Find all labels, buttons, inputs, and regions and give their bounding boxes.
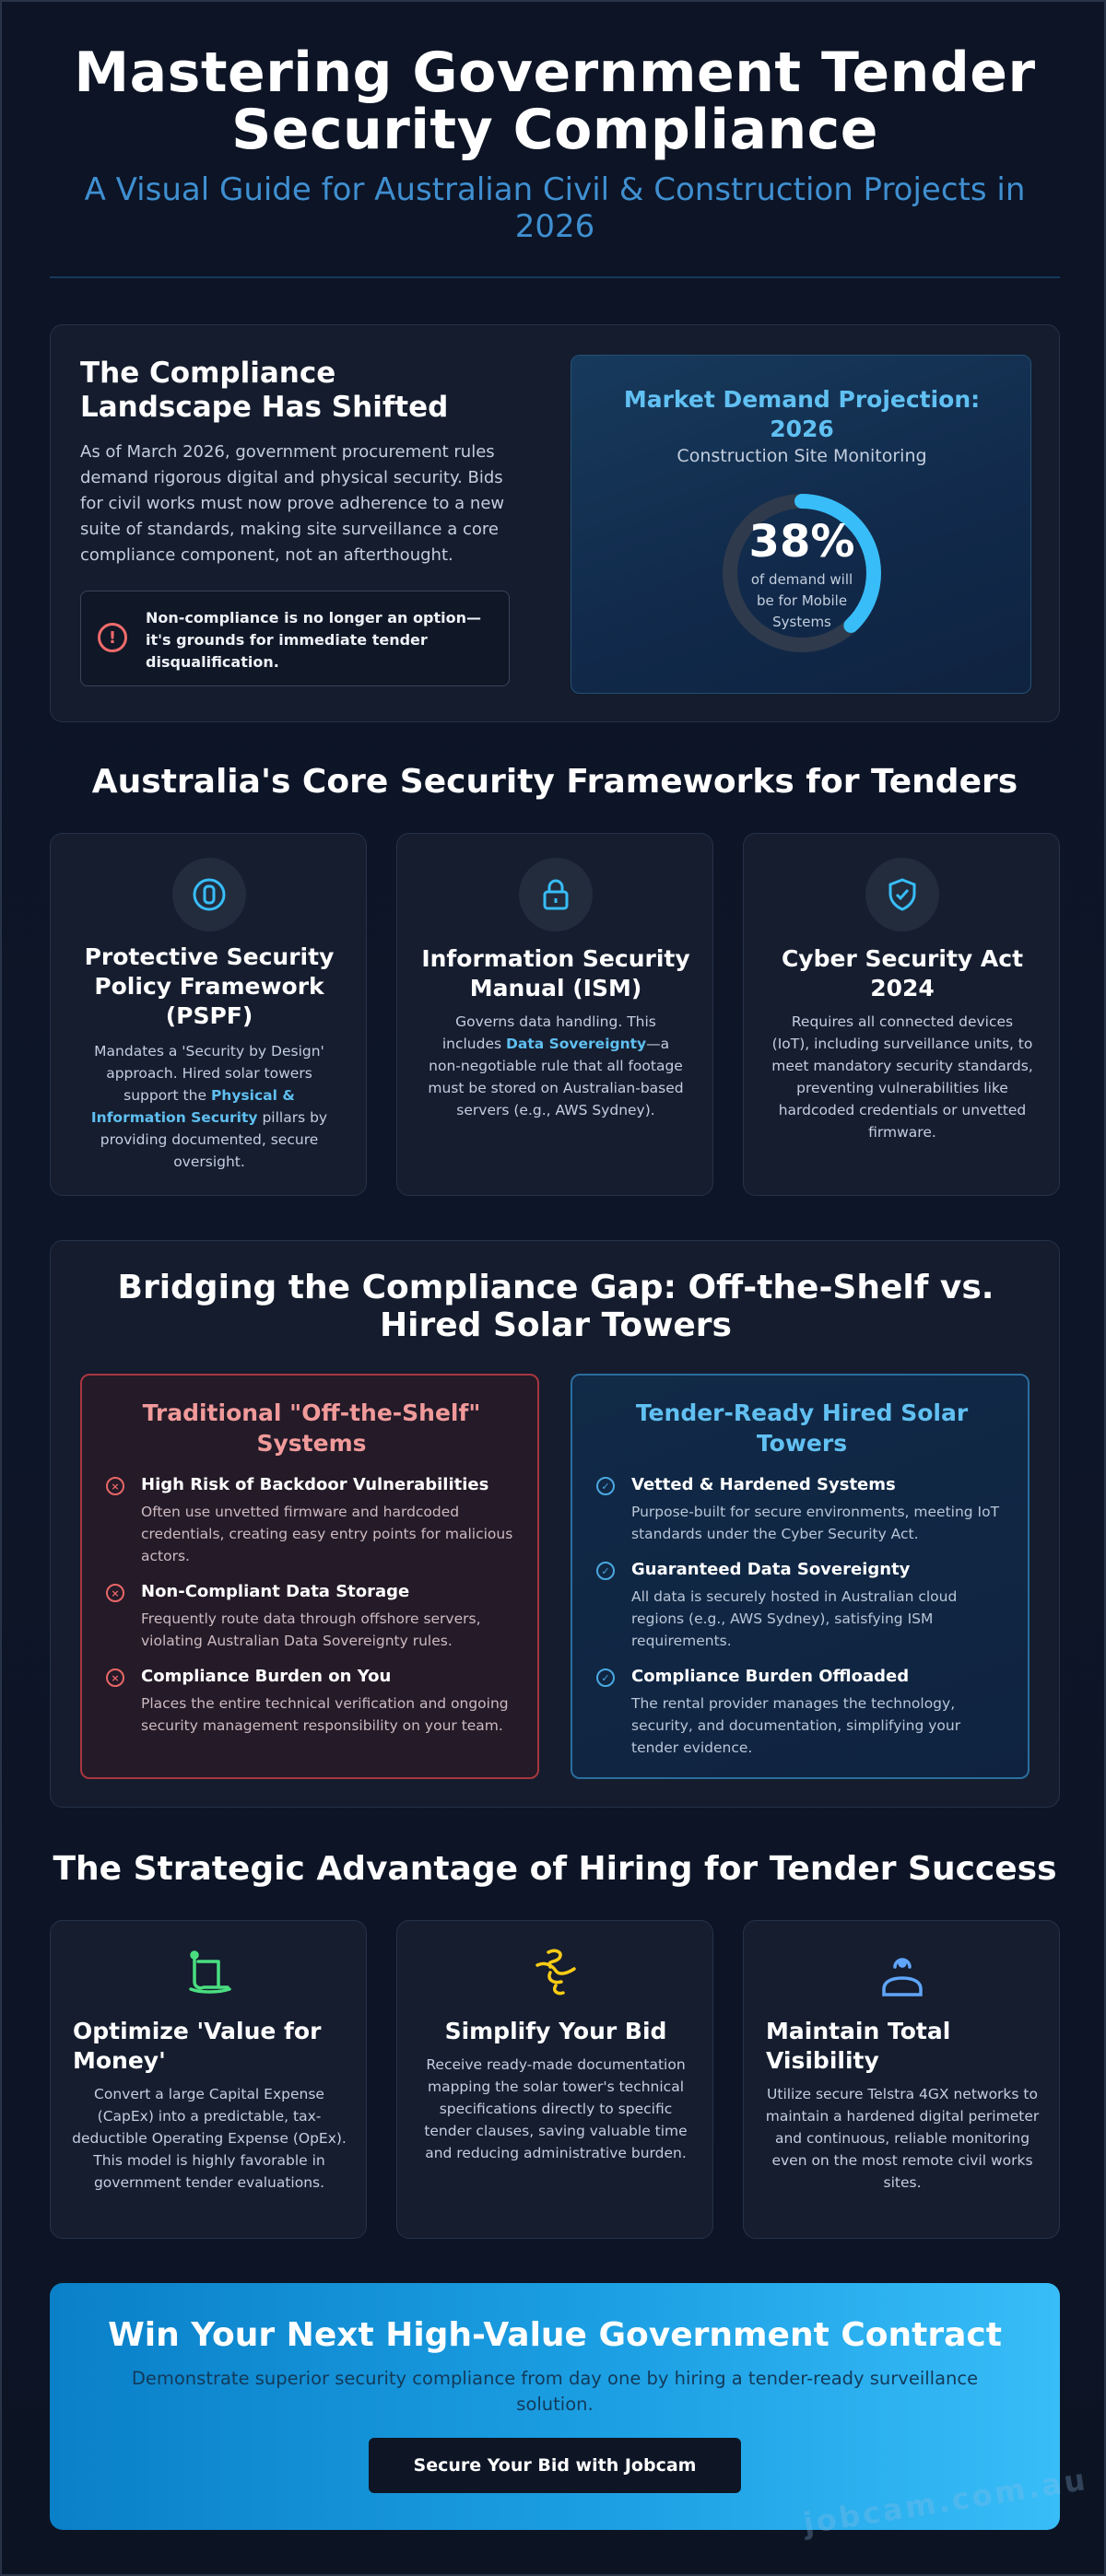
comparison-panel — [50, 1240, 1060, 1808]
cta-subtitle: Demonstrate superior security compliance from day one by hiring a tender-ready surveillance solution. — [131, 2368, 979, 2415]
gauge-value: 38% — [748, 516, 855, 568]
item-heading: Non-Compliant Data Storage — [141, 1582, 410, 1601]
check-circle-icon: ✓ — [596, 1562, 615, 1580]
hired-solar-towers-column — [571, 1374, 1030, 1779]
advantage-card-value — [50, 1920, 367, 2239]
framework-card-pspf — [50, 833, 367, 1196]
money-icon — [182, 1945, 237, 2000]
warning-callout — [80, 591, 510, 686]
framework-card-cyber-act — [743, 833, 1060, 1196]
item-body: Often use unvetted firmware and hardcoded credentials, creating easy entry points for malicious actors. — [141, 1504, 513, 1564]
item-body: Frequently route data through offshore servers, violating Australian Data Sovereignty rules. — [141, 1610, 481, 1649]
x-circle-icon: × — [106, 1669, 124, 1687]
framework-card-ism — [396, 833, 713, 1196]
framework-title: Cyber Security Act 2024 — [781, 945, 1024, 1001]
advantages-title: The Strategic Advantage of Hiring for Tender Success — [53, 1850, 1057, 1888]
framework-title: Protective Security Policy Framework (PSPF) — [84, 943, 335, 1029]
header-divider — [50, 276, 1060, 278]
lock-icon — [519, 858, 593, 931]
framework-desc: Mandates a 'Security by Design' approach. Hired solar towers support the Physical & Information Security pillars by providing documented, secure oversight. — [90, 1043, 328, 1170]
advantage-card-simplify — [396, 1920, 713, 2239]
x-circle-icon: × — [106, 1477, 124, 1495]
item-heading: High Risk of Backdoor Vulnerabilities — [141, 1475, 489, 1494]
check-circle-icon: ✓ — [596, 1477, 615, 1495]
cta-title: Win Your Next High-Value Government Contract — [108, 2316, 1002, 2354]
x-circle-icon: × — [106, 1584, 124, 1602]
off-the-shelf-column — [80, 1374, 539, 1779]
framework-desc: Governs data handling. This includes Data Sovereignty—a non-negotiable rule that all footage must be stored on Australian-based servers (e.g., AWS Sydney). — [428, 1013, 684, 1118]
check-circle-icon: ✓ — [596, 1669, 615, 1687]
comparison-title: Bridging the Compliance Gap: Off-the-Shelf vs. Hired Solar Towers — [117, 1269, 994, 1344]
security-badge-icon — [172, 858, 246, 931]
item-body: All data is securely hosted in Australian cloud regions (e.g., AWS Sydney), satisfying ISM requirements. — [631, 1588, 958, 1649]
advantage-desc: Receive ready-made documentation mapping the solar tower's technical specifications directly to specific tender clauses, saving valuable time and reducing administrative burden. — [424, 2056, 688, 2161]
advantage-desc: Convert a large Capital Expense (CapEx) into a predictable, tax-deductible Operating Expense (OpEx). This model is highly favorable in government tender evaluations. — [72, 2086, 347, 2191]
watermark: jobcam.com.au — [800, 2461, 1090, 2542]
item-heading: Compliance Burden Offloaded — [631, 1667, 910, 1686]
gauge-label: of demand will be for Mobile Systems — [750, 571, 853, 630]
page-title: Mastering Government Tender Security Compliance — [74, 41, 1036, 162]
landscape-title: The Compliance Landscape Has Shifted — [80, 357, 449, 424]
advantage-title: Optimize 'Value for Money' — [73, 2018, 322, 2074]
compliance-landscape-panel — [50, 324, 1060, 722]
advantage-card-visibility — [743, 1920, 1060, 2239]
advantage-title: Maintain Total Visibility — [766, 2018, 951, 2074]
column-title: Traditional "Off-the-Shelf" Systems — [142, 1399, 481, 1457]
warning-text: Non-compliance is no longer an option—it's grounds for immediate tender disqualification. — [146, 609, 481, 671]
header — [50, 41, 1060, 245]
advantage-title: Simplify Your Bid — [444, 2018, 667, 2044]
user-icon — [875, 1945, 930, 2000]
advantage-desc: Utilize secure Telstra 4GX networks to maintain a hardened digital perimeter and continuous, reliable monitoring even on the most remote civil works sites. — [765, 2086, 1040, 2191]
item-heading: Vetted & Hardened Systems — [631, 1475, 896, 1494]
item-body: The rental provider manages the technology, security, and documentation, simplifying your tender evidence. — [631, 1695, 961, 1756]
framework-title: Information Security Manual (ISM) — [421, 945, 690, 1001]
landscape-body: As of March 2026, government procurement rules demand rigorous digital and physical security. Bids for civil works must now prove adherence to a new suite of standards, making site surveillance a core compliance component, not an afterthought. — [80, 442, 505, 565]
secure-bid-button[interactable]: Secure Your Bid with Jobcam — [369, 2438, 741, 2493]
page-subtitle: A Visual Guide for Australian Civil & Construction Projects in 2026 — [84, 171, 1026, 245]
frameworks-title: Australia's Core Security Frameworks for Tenders — [91, 763, 1018, 801]
item-heading: Compliance Burden on You — [141, 1667, 392, 1686]
market-demand-card — [571, 355, 1031, 694]
item-heading: Guaranteed Data Sovereignty — [631, 1560, 911, 1579]
framework-desc: Requires all connected devices (IoT), including surveillance units, to meet mandatory security standards, preventing vulnerabilities like hardcoded credentials or unvetted firmware. — [771, 1013, 1033, 1141]
item-body: Places the entire technical verification and ongoing security management responsibility on your team. — [141, 1695, 509, 1734]
market-subtitle: Construction Site Monitoring — [677, 446, 927, 466]
column-title: Tender-Ready Hired Solar Towers — [635, 1399, 969, 1457]
shield-check-icon — [865, 858, 939, 931]
alert-icon: ! — [98, 623, 127, 652]
market-title: Market Demand Projection: 2026 — [623, 386, 981, 442]
handshake-icon — [528, 1945, 583, 2000]
item-body: Purpose-built for secure environments, meeting IoT standards under the Cyber Security Act. — [631, 1504, 1000, 1542]
